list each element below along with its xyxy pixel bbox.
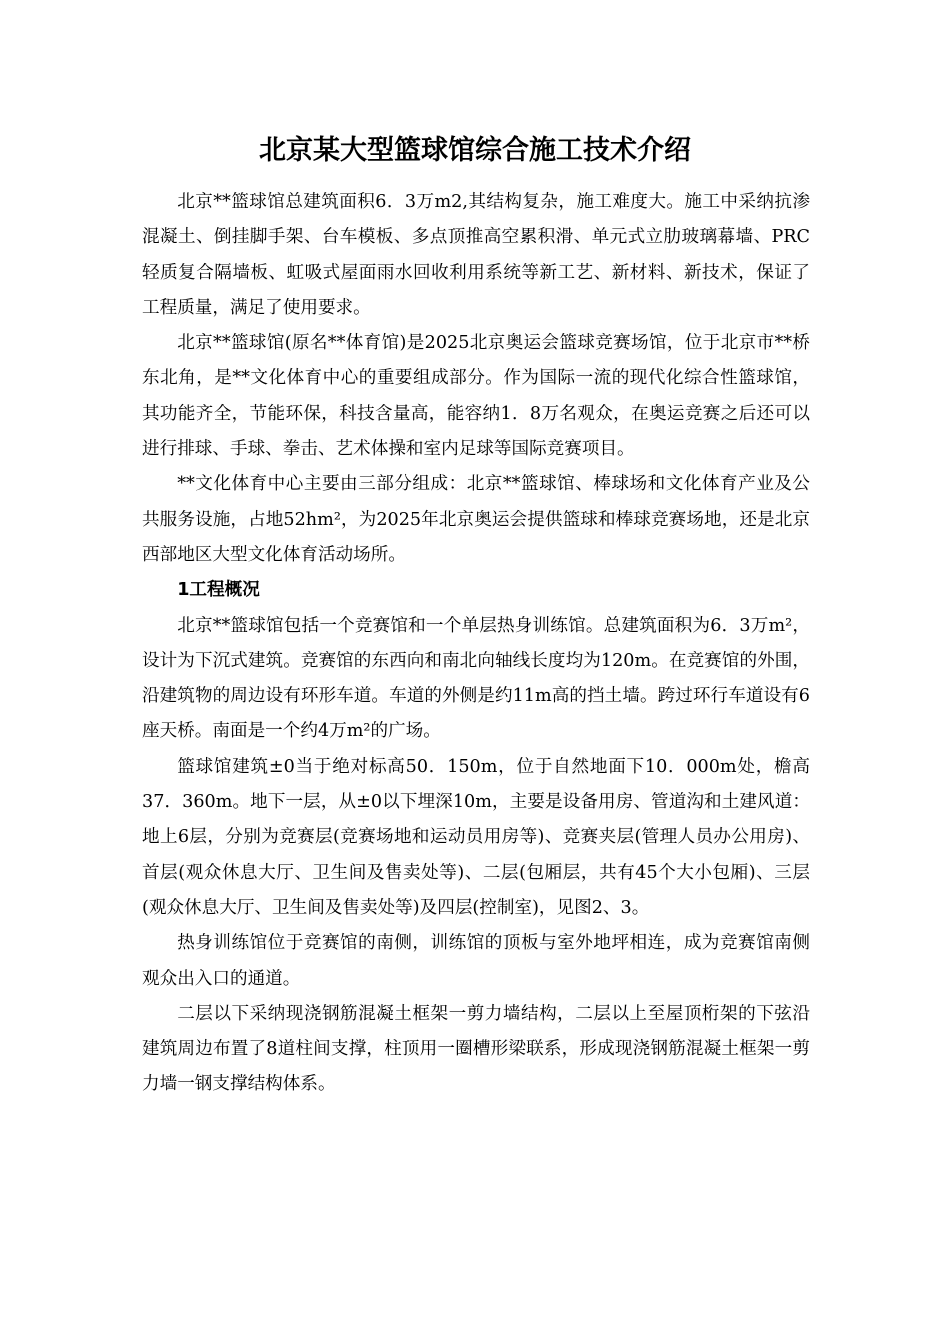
document-body [142,185,810,1103]
document-title: 北京某大型篮球馆综合施工技术介绍 [259,135,691,166]
intro-paragraph-2: 北京**篮球馆(原名**体育馆)是2025北京奥运会篮球竞赛场馆，位于北京市**桥东北角，是**文化体育中心的重要组成部分。作为国际一流的现代化综合性篮球馆，其功能齐全，节能环保，科技含量高，能容纳1．8万名观众，在奥运竞赛之后还可以进行排球、手球、拳击、艺术体操和室内足球等国际竞赛项目。 [142,333,810,460]
section-paragraph-2: 篮球馆建筑±0当于绝对标高50．150m，位于自然地面下10．000m处，檐高37．360m。地下一层，从±0以下埋深10m，主要是设备用房、管道沟和土建风道：地上6层，分别为竞赛层(竞赛场地和运动员用房等)、竞赛夹层(管理人员办公用房)、首层(观众休息大厅、卫生间及售卖处等)、二层(包厢层，共有45个大小包厢)、三层(观众休息大厅、卫生间及售卖处等)及四层(控制室)，见图2、3。 [142,756,810,918]
section-heading-project-overview: 1工程概况 [177,580,260,601]
section-paragraph-1: 北京**篮球馆包括一个竞赛馆和一个单层热身训练馆。总建筑面积为6．3万m²，设计为下沉式建筑。竞赛馆的东西向和南北向轴线长度均为120m。在竞赛馆的外围，沿建筑物的周边设有环形车道。车道的外侧是约11m高的挡土墙。跨过环行车道设有6座天桥。南面是一个约4万m²的广场。 [142,615,810,742]
intro-paragraph-1: 北京**篮球馆总建筑面积6．3万m2,其结构复杂，施工难度大。施工中采纳抗渗混凝土、倒挂脚手架、台车模板、多点顶推高空累积滑、单元式立肋玻璃幕墙、PRC轻质复合隔墙板、虹吸式屋面雨水回收利用系统等新工艺、新材料、新技术，保证了工程质量，满足了使用要求。 [142,192,810,318]
section-paragraph-4: 二层以下采纳现浇钢筋混凝土框架一剪力墙结构，二层以上至屋顶桁架的下弦沿建筑周边布置了8道柱间支撑，柱顶用一圈槽形梁联系，形成现浇钢筋混凝土框架一剪力墙一钢支撑结构体系。 [142,1003,810,1095]
intro-paragraph-3: **文化体育中心主要由三部分组成：北京**篮球馆、棒球场和文化体育产业及公共服务设施，占地52hm²，为2025年北京奥运会提供篮球和棒球竞赛场地，还是北京西部地区大型文化体育活动场所。 [142,474,810,565]
section-paragraph-3: 热身训练馆位于竞赛馆的南侧，训练馆的顶板与室外地坪相连，成为竞赛馆南侧观众出入口的通道。 [142,933,810,989]
